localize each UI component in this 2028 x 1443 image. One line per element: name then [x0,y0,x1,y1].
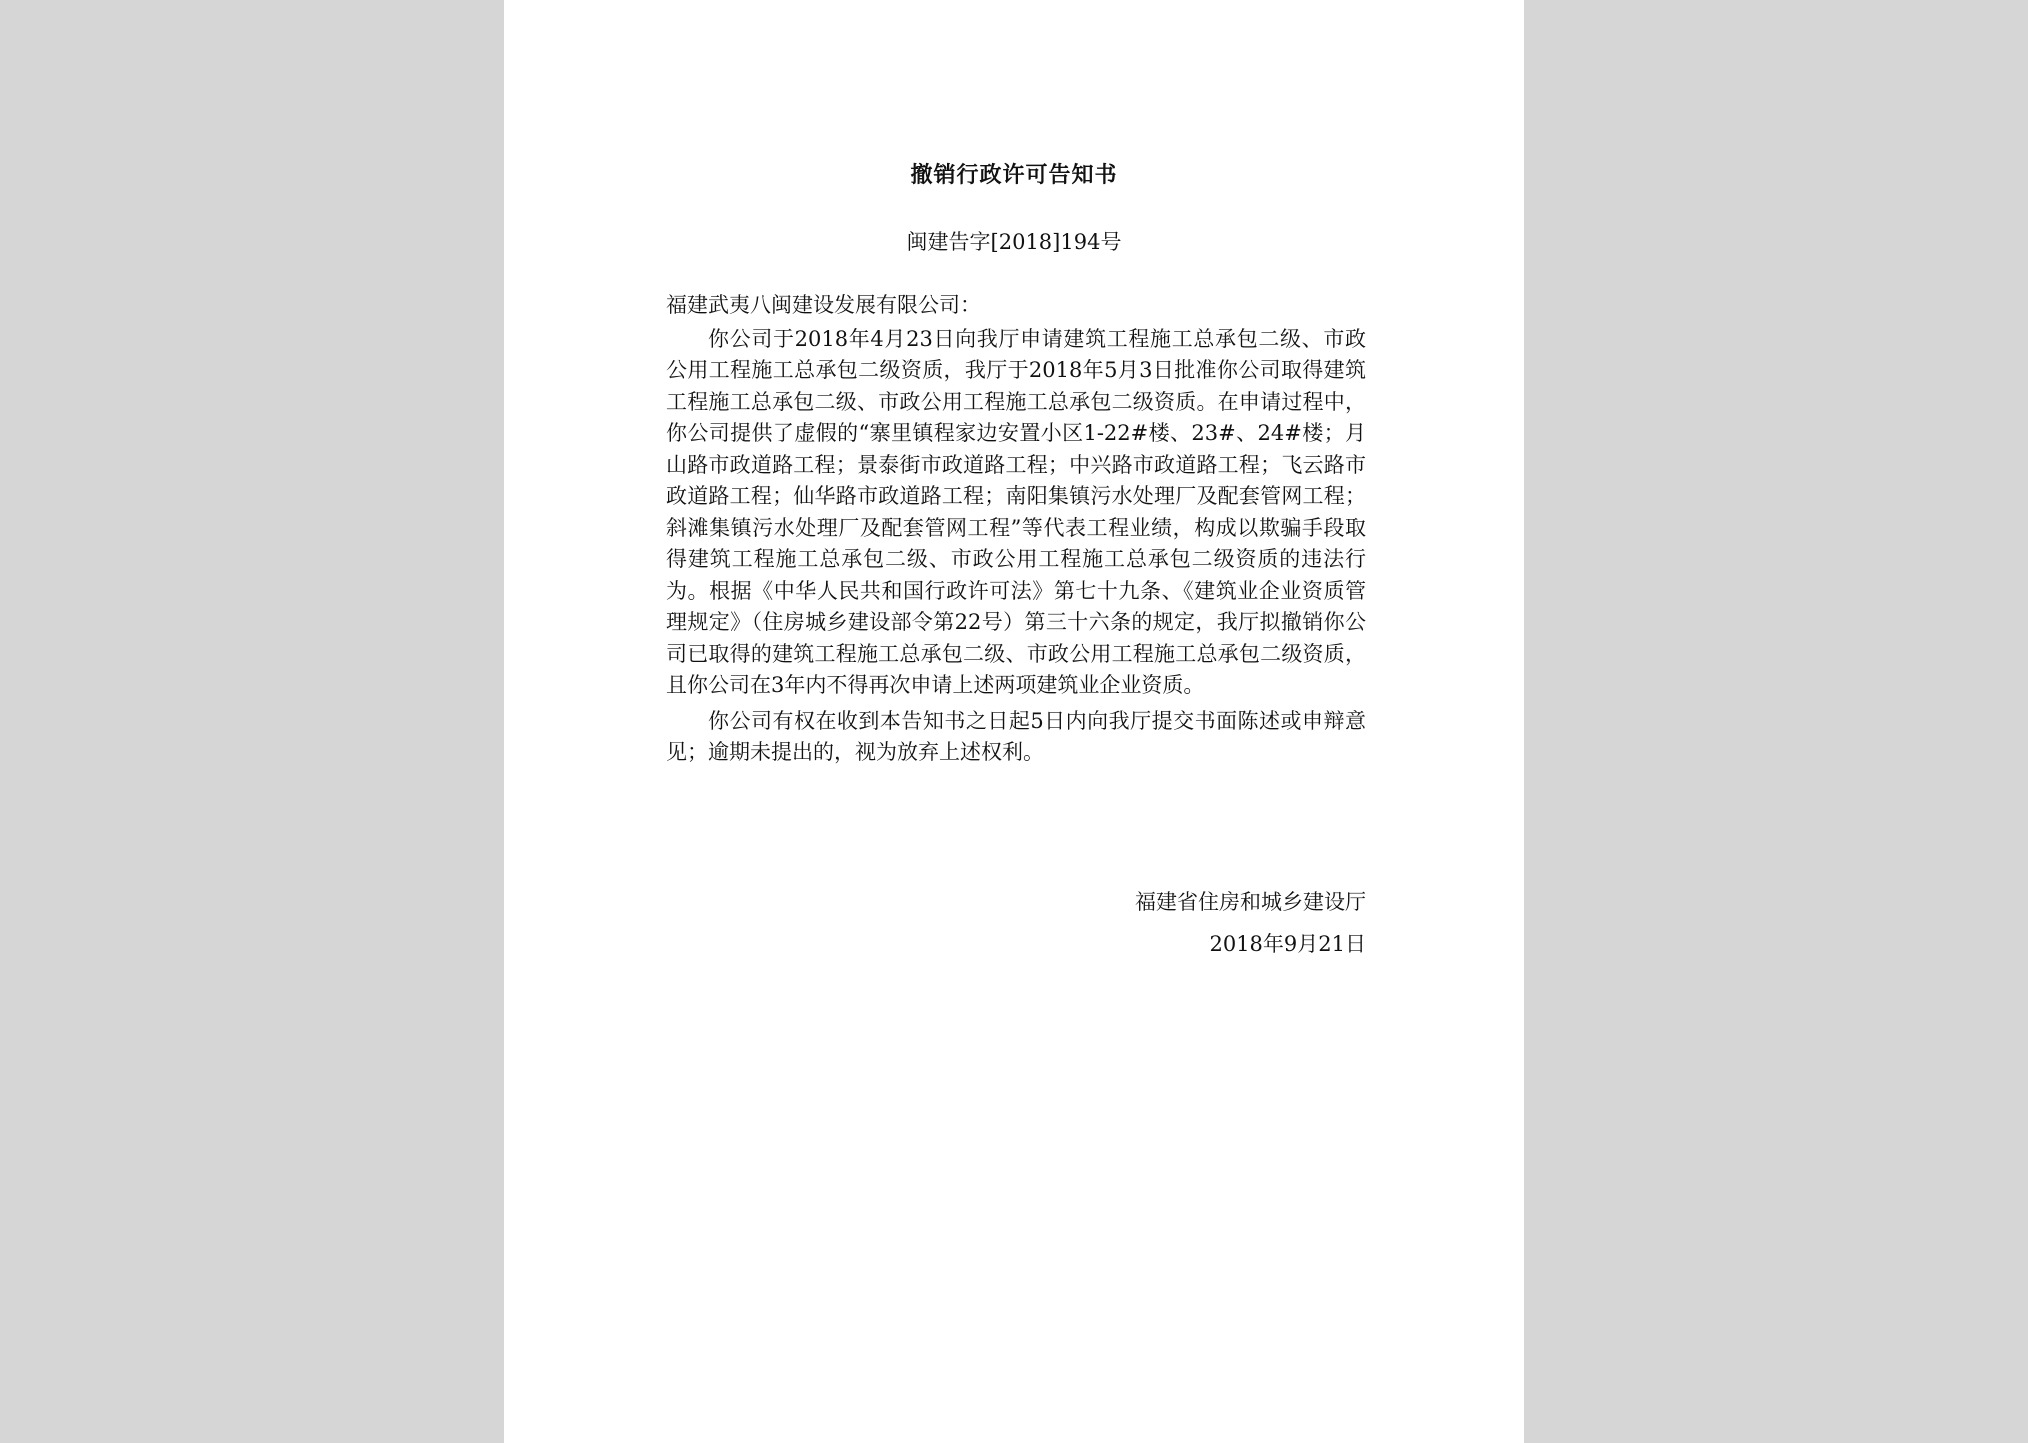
signature-organization: 福建省住房和城乡建设厅 [1135,890,1366,914]
document-number: 闽建告字[2018]194号 [906,230,1122,254]
salutation: 福建武夷八闽建设发展有限公司： [666,293,981,317]
body-paragraph: 你公司有权在收到本告知书之日起5日内向我厅提交书面陈述或申辩意见；逾期未提出的，视为放弃上述权利。 [666,708,1366,764]
signature-date: 2018年9月21日 [1209,932,1366,956]
body-paragraph: 你公司于2018年4月23日向我厅申请建筑工程施工总承包二级、市政公用工程施工总承包二级资质，我厅于2018年5月3日批准你公司取得建筑工程施工总承包二级、市政公用工程施工总承包二级资质。在申请过程中，你公司提供了虚假的“寨里镇程家边安置小区1-22#楼、23#、24#楼；月山路市政道路工程；景泰街市政道路工程；中兴路市政道路工程；飞云路市政道路工程；仙华路市政道路工程；南阳集镇污水处理厂及配套管网工程；斜滩集镇污水处理厂及配套管网工程”等代表工程业绩，构成以欺骗手段取得建筑工程施工总承包二级、市政公用工程施工总承包二级资质的违法行为。根据《中华人民共和国行政许可法》第七十九条、《建筑业企业资质管理规定》（住房城乡建设部令第22号）第三十六条的规定，我厅拟撤销你公司已取得的建筑工程施工总承包二级、市政公用工程施工总承包二级资质，且你公司在3年内不得再次申请上述两项建筑业企业资质。 [666,326,1366,697]
document-title: 撤销行政许可告知书 [910,163,1118,188]
document-page [504,0,1524,1443]
document-body [666,290,1366,769]
